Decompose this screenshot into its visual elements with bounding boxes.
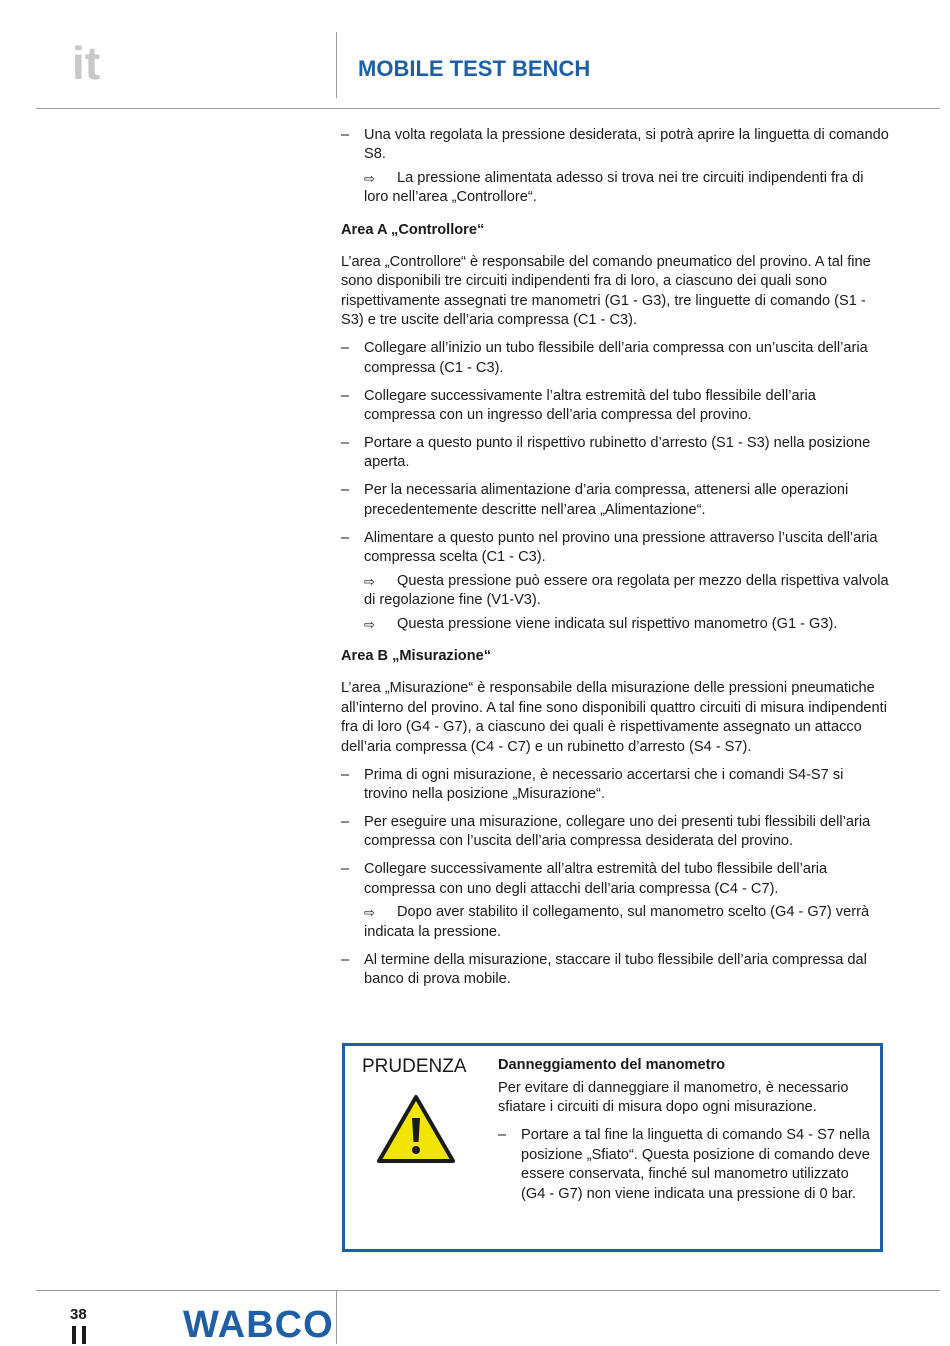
step-item: – Collegare successivamente all’altra estremità del tubo flessibile dell’aria compressa con uno degli attacchi dell’aria compressa (C4 - C7).	[341, 860, 889, 899]
brand-logo: WABCO	[183, 1304, 334, 1346]
step-item: – Collegare successivamente l’altra estremità del tubo flessibile dell’aria compressa con un ingresso dell’aria compressa del provino.	[341, 387, 889, 426]
caution-label: PRUDENZA	[362, 1056, 467, 1077]
caution-box	[342, 1043, 883, 1252]
arrow-right-outline-icon: ⇨	[364, 573, 375, 589]
step-item: – Portare a questo punto il rispettivo rubinetto d’arresto (S1 - S3) nella posizione aperta.	[341, 434, 889, 473]
result-text: La pressione alimentata adesso si trova nei tre circuiti indipendenti fra di loro nell’area „Controllore“.	[364, 169, 864, 206]
main-content	[341, 126, 889, 998]
arrow-right-outline-icon: ⇨	[364, 616, 375, 632]
page-title: MOBILE TEST BENCH	[358, 56, 591, 81]
result-text: Questa pressione viene indicata sul rispettivo manometro (G1 - G3).	[397, 615, 838, 632]
header-rule	[36, 108, 940, 109]
step-item: – Per la necessaria alimentazione d’aria compressa, attenersi alle operazioni precedentemente descritte nell’area „Alimentazione“.	[341, 481, 889, 520]
arrow-right-outline-icon: ⇨	[364, 170, 375, 186]
step-item: – Prima di ogni misurazione, è necessario accertarsi che i comandi S4-S7 si trovino nella posizione „Misurazione“.	[341, 766, 889, 805]
language-code: it	[72, 37, 101, 89]
result-text: Dopo aver stabilito il collegamento, sul manometro scelto (G4 - G7) verrà indicata la pressione.	[364, 904, 870, 940]
caution-description: Per evitare di danneggiare il manometro, è necessario sfiatare i circuiti di misura dopo ogni misurazione.	[498, 1080, 849, 1116]
result-item	[341, 615, 889, 634]
step-item: – Alimentare a questo punto nel provino una pressione attraverso l’uscita dell’aria compressa scelta (C1 - C3).	[341, 529, 889, 568]
page-marker-icon	[71, 1326, 88, 1344]
step-item: – Collegare all’inizio un tubo flessibile dell’aria compressa con un’uscita dell’aria compressa (C1 - C3).	[341, 339, 889, 378]
step-item: – Al termine della misurazione, staccare il tubo flessibile dell’aria compressa dal banco di prova mobile.	[341, 951, 889, 990]
section-a-paragraph: L’area „Controllore“ è responsabile del comando pneumatico del provino. A tal fine sono disponibili tre circuiti indipendenti fra di loro, a ciascuno dei quali sono rispettivamente assegnati tre manometri (G1 - G3), tre linguette di comando (S1 - S3) e tre uscite dell’aria compressa (C1 - C3).	[341, 254, 871, 329]
footer-divider	[336, 1291, 337, 1344]
section-heading-a: Area A „Controllore“	[341, 221, 485, 238]
caution-step: – Portare a tal fine la linguetta di comando S4 - S7 nella posizione „Sfiato“. Questa posizione di comando deve essere conservata, finché sul manometro utilizzato (G4 - G7) non viene indicata una pressione di 0 bar.	[498, 1126, 870, 1204]
warning-triangle-icon	[377, 1094, 455, 1164]
footer-rule	[36, 1290, 940, 1291]
result-item	[341, 169, 889, 208]
step-item: – Per eseguire una misurazione, collegare uno dei presenti tubi flessibili dell’aria compressa con l’uscita dell’aria compressa desiderata del provino.	[341, 813, 889, 852]
section-b-paragraph: L’area „Misurazione“ è responsabile della misurazione delle pressioni pneumatiche all’interno del provino. A tal fine sono disponibili quattro circuiti di misura indipendenti fra di loro (G4 - G7), a ciascuno dei quali è rispettivamente assegnato un attacco dell’aria compressa (C4 - C7) e un rubinetto d’arresto (S4 - S7).	[341, 680, 887, 755]
result-item	[341, 572, 889, 611]
result-item	[341, 903, 889, 942]
header-divider	[336, 32, 337, 98]
page-number: 38	[70, 1306, 87, 1323]
section-heading-b: Area B „Misurazione“	[341, 647, 492, 664]
caution-title: Danneggiamento del manometro	[498, 1057, 726, 1073]
arrow-right-outline-icon: ⇨	[364, 905, 375, 921]
result-text: Questa pressione può essere ora regolata per mezzo della rispettiva valvola di regolazione fine (V1-V3).	[364, 572, 889, 609]
caution-text-block	[498, 1056, 870, 1213]
step-item: – Una volta regolata la pressione desiderata, si potrà aprire la linguetta di comando S8.	[341, 126, 889, 165]
